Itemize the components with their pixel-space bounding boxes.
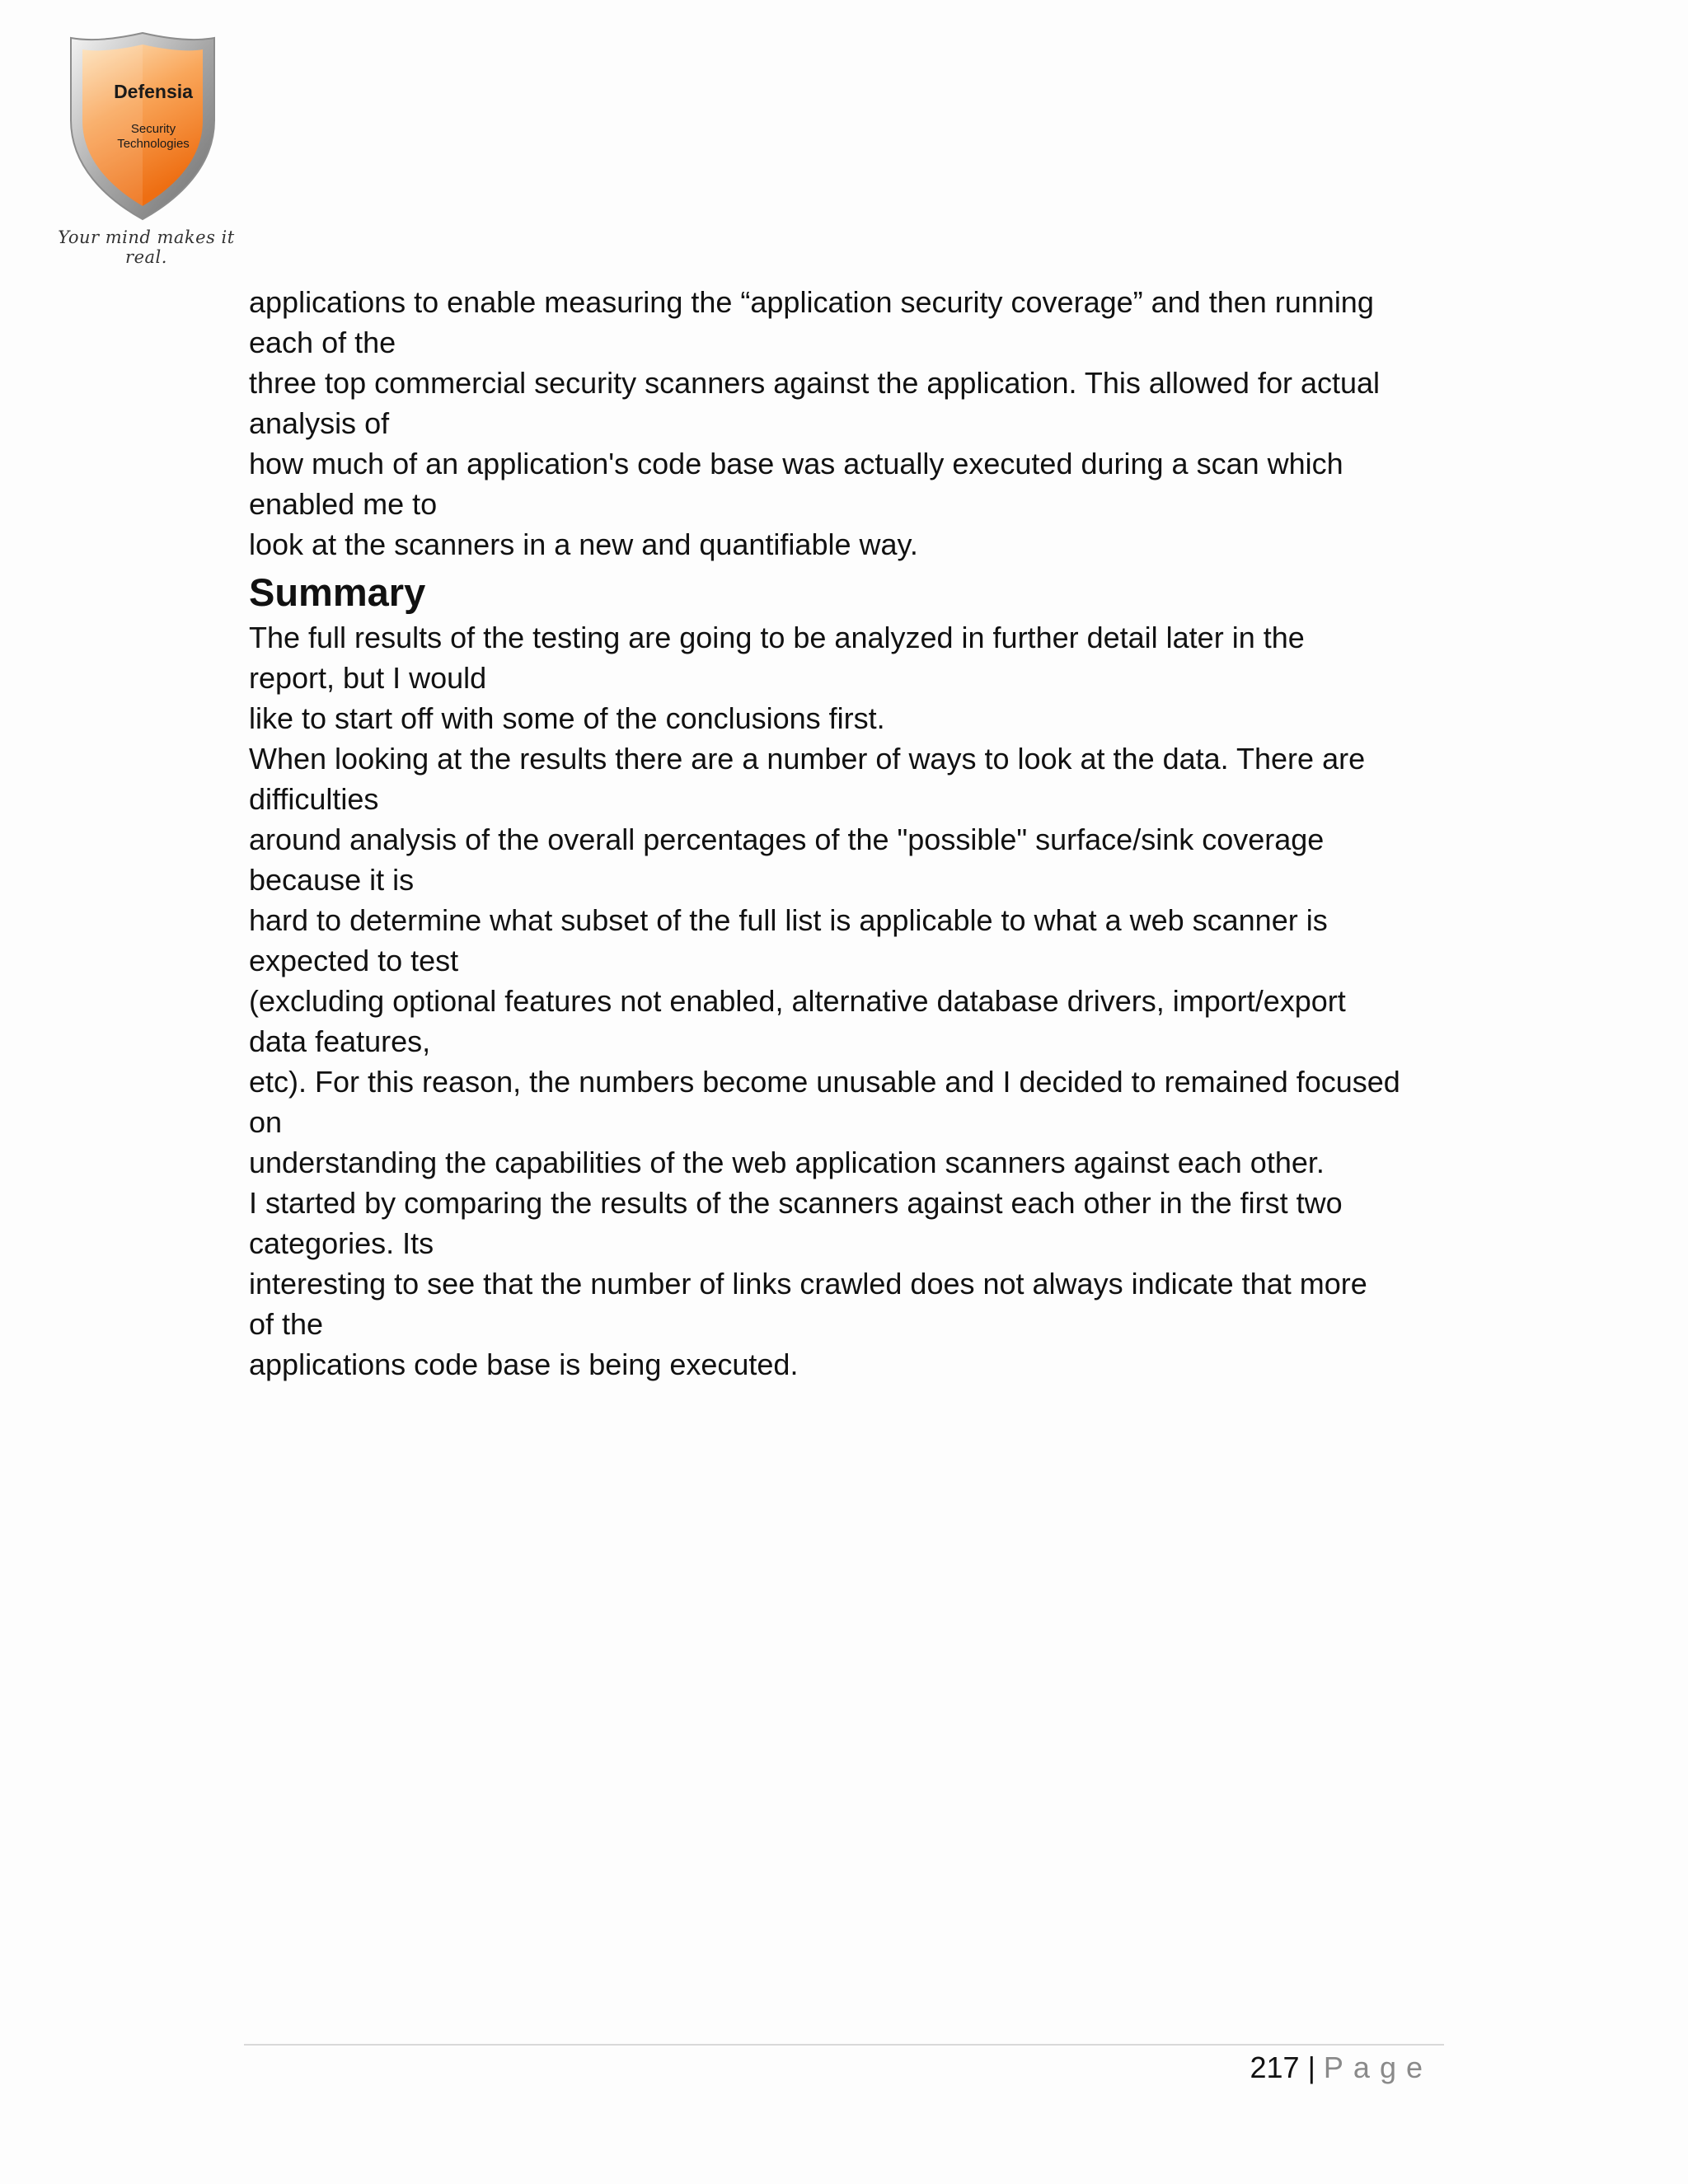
summary-paragraph-2: When looking at the results there are a number of ways to look at the data. There are difficulties around analysis of the overall percentages of the "possible" surface/sink coverage because it is hard to determine what subset of the full list is applicable to what a web scanner is expected to test (excluding optional features not enabled, alternative database drivers, import/export data features, etc). For this reason, the numbers become unusable and I decided to remained focused on understanding the capabilities of the web application scanners against each other. [249, 742, 1400, 1179]
page-number: 217 [1250, 2050, 1300, 2084]
footer-divider [244, 2044, 1444, 2046]
logo-sub-line2: Technologies [117, 137, 190, 151]
company-logo [58, 30, 239, 267]
logo-sub-line1: Security [130, 122, 176, 136]
logo-brand: Defensia [114, 81, 193, 102]
intro-paragraph: applications to enable measuring the “application security coverage” and then running each of the three top commercial security scanners against the application. This allowed for actual analysis of how much of an application's code base was actually executed during a scan which enabled me to look at the scanners in a new and quantifiable way. [249, 285, 1381, 561]
page-footer [1250, 2047, 1432, 2088]
footer-separator: | [1307, 2050, 1315, 2084]
logo-subtitle [87, 122, 219, 152]
summary-paragraph-3: I started by comparing the results of the scanners against each other in the first two categories. Its interesting to see that the number of links crawled does not always indicate that more of the applications code base is being executed. [249, 1186, 1367, 1381]
section-heading: Summary [249, 570, 426, 614]
logo-tagline: Your mind makes it real. [58, 227, 235, 267]
page-label: Page [1323, 2050, 1432, 2084]
page-body [249, 282, 1428, 1385]
summary-paragraph-1: The full results of the testing are going to be analyzed in further detail later in the report, but I would like to start off with some of the conclusions first. [249, 621, 1305, 735]
